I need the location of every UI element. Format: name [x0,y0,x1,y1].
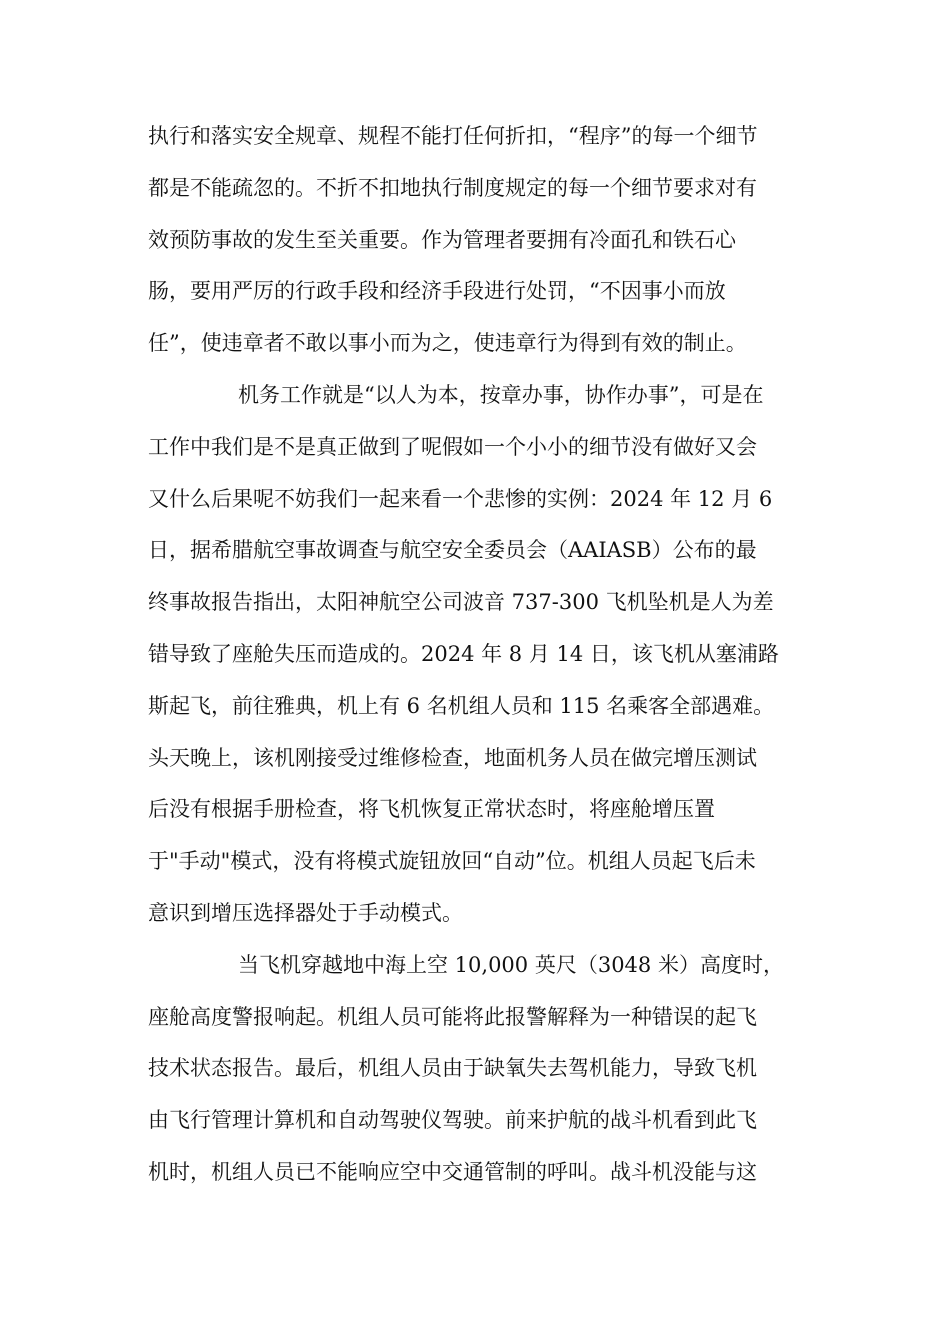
text-line: 都是不能疏忽的。不折不扣地执行制度规定的每一个细节要求对有 [148,175,757,200]
paragraph-2 [148,376,800,946]
text-line: 当飞机穿越地中海上空 10,000 英尺（3048 米）高度时， [238,952,784,977]
text-line: 任”，使违章者不敢以事小而为之，使违章行为得到有效的制止。 [148,331,747,356]
text-line: 效预防事故的发生至关重要。作为管理者要拥有冷面孔和铁石心 [148,227,736,252]
paragraph-3 [148,946,800,1205]
text-line: 机务工作就是“以人为本，按章办事，协作办事”，可是在 [238,382,764,407]
text-line: 座舱高度警报响起。机组人员可能将此报警解释为一种错误的起飞 [148,1004,757,1029]
text-line: 终事故报告指出，太阳神航空公司波音 737-300 飞机坠机是人为差 [148,590,774,615]
text-line: 于"手动"模式，没有将模式旋钮放回“自动”位。机组人员起飞后未 [148,849,756,874]
text-line: 又什么后果呢不妨我们一起来看一个悲惨的实例：2024 年 12 月 6 [148,486,773,511]
text-line: 日，据希腊航空事故调查与航空安全委员会（AAIASB）公布的最 [148,538,757,563]
text-line: 技术状态报告。最后，机组人员由于缺氧失去驾机能力，导致飞机 [148,1056,757,1081]
text-line: 头天晚上，该机刚接受过维修检查，地面机务人员在做完增压测试 [148,745,757,770]
text-line: 斯起飞，前往雅典，机上有 6 名机组人员和 115 名乘客全部遇难。 [148,693,775,718]
text-line: 机时，机组人员已不能响应空中交通管制的呼叫。战斗机没能与这 [148,1159,757,1184]
paragraph-1 [148,117,800,376]
body-text [148,117,800,1205]
text-line: 错导致了座舱失压而造成的。2024 年 8 月 14 日，该飞机从塞浦路 [148,641,779,666]
text-line: 执行和落实安全规章、规程不能打任何折扣，“程序”的每一个细节 [148,124,758,148]
text-line: 肠，要用严厉的行政手段和经济手段进行处罚，“不因事小而放 [148,279,726,304]
text-line: 后没有根据手册检查，将飞机恢复正常状态时，将座舱增压置 [148,797,715,822]
text-line: 由飞行管理计算机和自动驾驶仪驾驶。前来护航的战斗机看到此飞 [148,1108,757,1133]
text-line: 意识到增压选择器处于手动模式。 [148,900,463,925]
text-line: 工作中我们是不是真正做到了呢假如一个小小的细节没有做好又会 [148,434,757,459]
